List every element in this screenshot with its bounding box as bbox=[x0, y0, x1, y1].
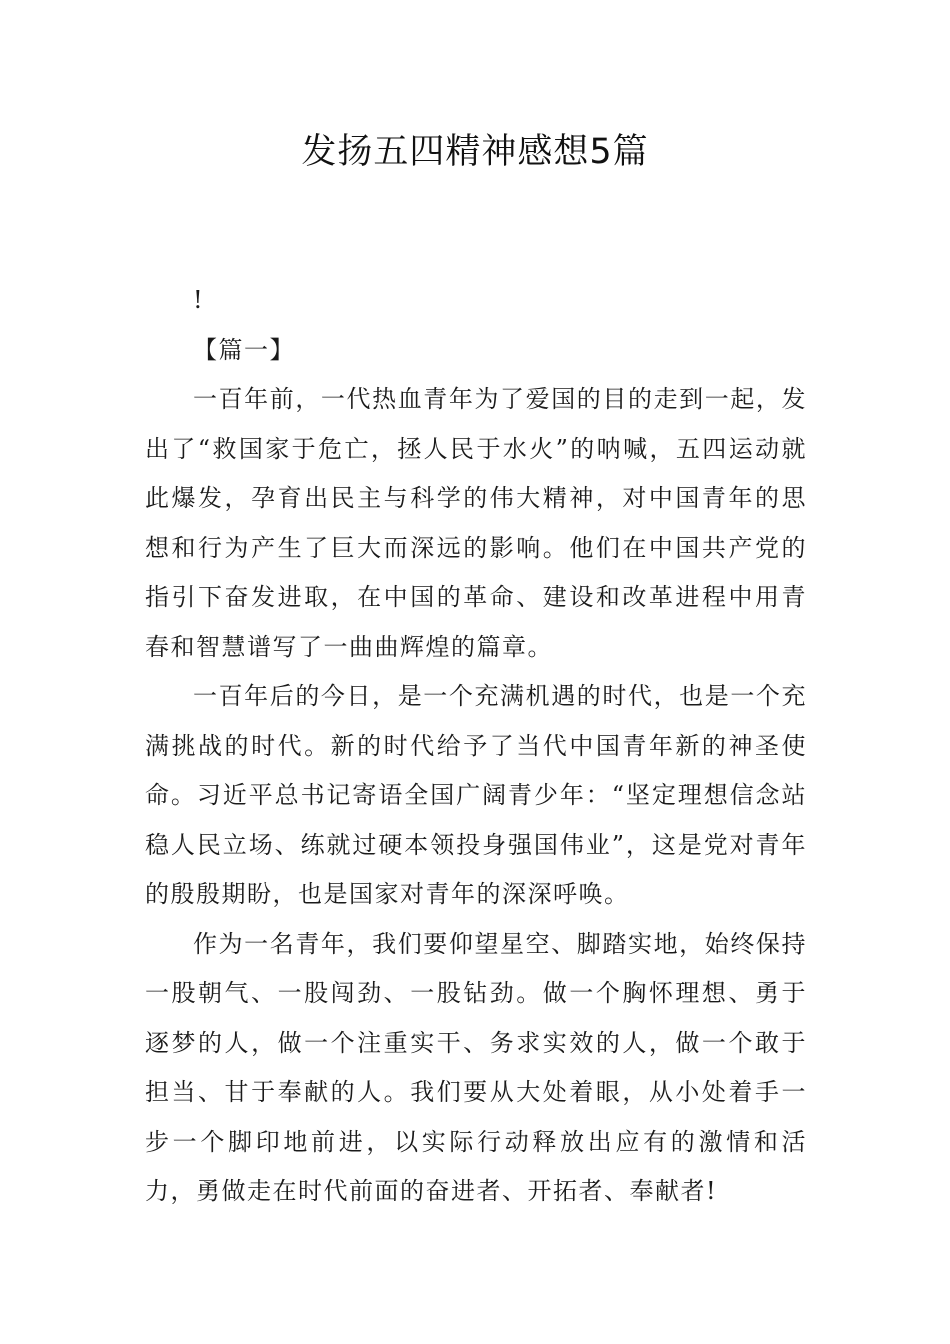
paragraph-2: 一百年后的今日，是一个充满机遇的时代，也是一个充满挑战的时代。新的时代给予了当代中国青年新的神圣使命。习近平总书记寄语全国广阔青少年：“坚定理想信念站稳人民立场、练就过硬本领投身强国伟业”，这是党对青年的殷殷期盼，也是国家对青年的深深呼唤。 bbox=[145, 682, 807, 908]
section-heading: 【篇一】 bbox=[193, 335, 295, 364]
exclamation-line: ! bbox=[193, 286, 205, 314]
paragraph-1: 一百年前，一代热血青年为了爱国的目的走到一起，发出了“救国家于危亡，拯人民于水火”的呐喊，五四运动就此爆发，孕育出民主与科学的伟大精神，对中国青年的思想和行为产生了巨大而深远的影响。他们在中国共产党的指引下奋发进取，在中国的革命、建设和改革进程中用青春和智慧谱写了一曲曲辉煌的篇章。 bbox=[145, 385, 807, 661]
document-body bbox=[145, 276, 807, 1217]
paragraph-3: 作为一名青年，我们要仰望星空、脚踏实地，始终保持一股朝气、一股闯劲、一股钻劲。做一个胸怀理想、勇于逐梦的人，做一个注重实干、务求实效的人，做一个敢于担当、甘于奉献的人。我们要从大处着眼，从小处着手一步一个脚印地前进，以实际行动释放出应有的激情和活力，勇做走在时代前面的奋进者、开拓者、奉献者! bbox=[145, 929, 807, 1205]
document-title: 发扬五四精神感想5篇 bbox=[301, 132, 649, 172]
